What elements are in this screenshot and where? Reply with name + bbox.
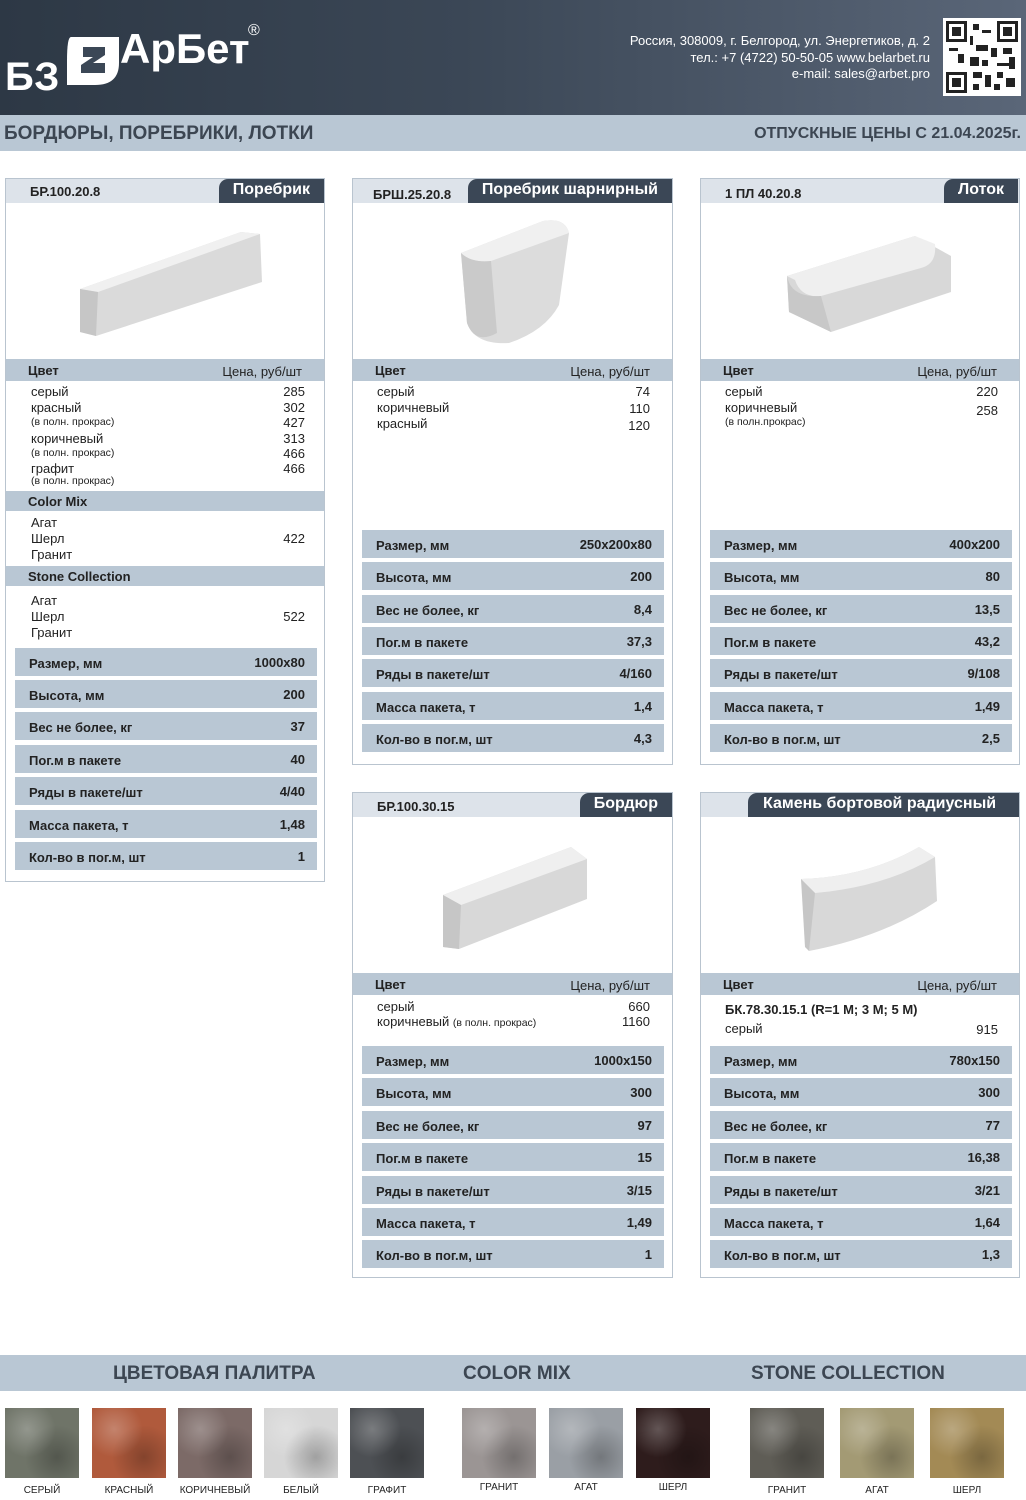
spec-row: Вес не более, кг 37 [15, 712, 317, 742]
price-date: ОТПУСКНЫЕ ЦЕНЫ С 21.04.2025г. [754, 125, 1021, 142]
product-card-radius-curb: Камень бортовой радиусный Цвет Цена, руб/шт БК.78.30.15.1 (R=1 М; 3 М; 5 М) серый 915 Размер, мм 780x150 Высота, мм 300 Вес не более, кг 77 Пог.м в пакете 16,38 Ряды в пакете/шт 3/21 Масса пакета, т 1,64 Кол-во в пог.м, шт 1,3 [700, 792, 1020, 1278]
palette-title: ЦВЕТОВАЯ ПАЛИТРА [113, 1363, 316, 1384]
logo-text: АрБет [120, 25, 250, 72]
spec-row: Ряды в пакете/шт 9/108 [710, 659, 1012, 689]
swatch-label: СЕРЫЙ [23, 1485, 61, 1496]
curb-image [76, 224, 266, 344]
product-code: 1 ПЛ 40.20.8 [725, 186, 802, 201]
color-swatch [636, 1408, 710, 1478]
card-header [353, 179, 672, 203]
spec-row: Ряды в пакете/шт 3/21 [710, 1176, 1012, 1206]
product-card-1pl-40-20-8: 1 ПЛ 40.20.8 Лоток Цвет Цена, руб/шт серый 220 коричневый 258 (в полн.прокрас) Размер, мм 400x200 Высота, мм 80 Вес не более, кг 13,5 Пог.м в пакете 43,2 Ряды в пакете/шт 9/108 Масса пакета, т 1,49 Кол-во в пог.м, шт 2,5 [700, 178, 1020, 765]
swatch-label: ГРАНИТ [479, 1482, 519, 1493]
spec-row: Кол-во в пог.м, шт 2,5 [710, 724, 1012, 754]
email[interactable]: e-mail: sales@arbet.pro [791, 66, 930, 81]
stone-collection-title: STONE COLLECTION [751, 1363, 945, 1384]
color-table-header [6, 359, 324, 381]
price-header: Цена, руб/шт [222, 364, 302, 379]
swatch-label: АГАТ [865, 1485, 889, 1496]
color-swatch [930, 1408, 1004, 1478]
product-type: Поребрик [219, 179, 324, 203]
spec-row: Кол-во в пог.м, шт 4,3 [362, 724, 664, 754]
spec-row: Пог.м в пакете 37,3 [362, 627, 664, 657]
spec-row: Пог.м в пакете 43,2 [710, 627, 1012, 657]
spec-row: Масса пакета, т 1,49 [362, 1208, 664, 1238]
page-title-bar [0, 115, 1026, 151]
swatch-label: ШЕРЛ [952, 1485, 982, 1496]
color-mix-title: COLOR MIX [463, 1363, 571, 1384]
spec-row: Пог.м в пакете 40 [15, 745, 317, 775]
card-header [701, 179, 1019, 203]
radius-curb-image [797, 843, 939, 953]
color-swatch [549, 1408, 623, 1478]
logo-bz: БЗ [5, 55, 61, 99]
spec-row: Вес не более, кг 13,5 [710, 595, 1012, 625]
spec-row: Размер, мм 250x200x80 [362, 530, 664, 560]
swatch-label: БЕЛЫЙ [283, 1485, 319, 1496]
spec-row: Высота, мм 200 [362, 562, 664, 592]
spec-row: Высота, мм 300 [362, 1078, 664, 1108]
product-type: Бордюр [580, 793, 672, 817]
card-header [6, 179, 324, 203]
spec-row: Ряды в пакете/шт 4/160 [362, 659, 664, 689]
spec-row: Вес не более, кг 97 [362, 1111, 664, 1141]
spec-row: Масса пакета, т 1,49 [710, 692, 1012, 722]
card-header [701, 793, 1019, 817]
product-type: Лоток [944, 179, 1018, 203]
spec-row: Кол-во в пог.м, шт 1,3 [710, 1240, 1012, 1270]
spec-row: Ряды в пакете/шт 3/15 [362, 1176, 664, 1206]
swatch-label: ШЕРЛ [658, 1482, 688, 1493]
logo-registered: ® [248, 22, 260, 39]
product-card-brsh-25-20-8: БРШ.25.20.8 Поребрик шарнирный Цвет Цена, руб/шт серый 74 коричневый 110 красный 120 Размер, мм 250x200x80 Высота, мм 200 Вес не более, кг 8,4 Пог.м в пакете 37,3 Ряды в пакете/шт 4/160 Масса пакета, т 1,4 Кол-во в пог.м, шт 4,3 [352, 178, 673, 765]
hinged-curb-image [453, 213, 578, 348]
contact-block [630, 33, 930, 83]
swatch-label: ГРАНИТ [767, 1485, 807, 1496]
phone-website[interactable]: тел.: +7 (4722) 50-50-05 www.belarbet.ru [690, 49, 930, 65]
color-swatch [840, 1408, 914, 1478]
color-mix-section: Color Mix [6, 491, 324, 511]
product-type: Поребрик шарнирный [468, 179, 672, 203]
spec-row: Высота, мм 300 [710, 1078, 1012, 1108]
spec-row: Масса пакета, т 1,4 [362, 692, 664, 722]
color-table-header: Цвет Цена, руб/шт [701, 973, 1019, 995]
color-table-header: Цвет Цена, руб/шт [353, 359, 672, 381]
color-swatch [462, 1408, 536, 1478]
spec-row: Пог.м в пакете 16,38 [710, 1143, 1012, 1173]
page-title: БОРДЮРЫ, ПОРЕБРИКИ, ЛОТКИ [4, 123, 314, 144]
spec-row: Ряды в пакете/шт 4/40 [15, 777, 317, 807]
spec-row: Вес не более, кг 77 [710, 1111, 1012, 1141]
drain-tray-image [785, 234, 955, 334]
swatch-label: ГРАФИТ [367, 1485, 407, 1496]
color-header: Цвет [28, 363, 59, 378]
logo-mark-icon [63, 33, 123, 89]
qr-code-icon[interactable] [943, 18, 1021, 96]
product-type: Камень бортовой радиусный [748, 793, 1019, 817]
product-code: БР.100.30.15 [377, 799, 455, 814]
swatch-label: КОРИЧНЕВЫЙ [179, 1485, 251, 1496]
spec-row: Масса пакета, т 1,64 [710, 1208, 1012, 1238]
spec-row: Размер, мм 1000x150 [362, 1046, 664, 1076]
color-swatch [750, 1408, 824, 1478]
spec-row: Кол-во в пог.м, шт 1 [362, 1240, 664, 1270]
product-code: БРШ.25.20.8 [373, 187, 452, 202]
swatch-label: КРАСНЫЙ [104, 1485, 154, 1496]
address: Россия, 308009, г. Белгород, ул. Энергетиков, д. 2 [629, 33, 930, 48]
product-card-br-100-20-8: БР.100.20.8 Поребрик Цвет Цена, руб/шт серый 285 красный 302 (в полн. прокрас) 427 коричневый 313 (в полн. прокрас) 466 графит 466 (в полн. прокрас) Color Mix Агат Шерл 422 Гранит Stone Collection Агат Шерл 522 Гранит Размер, мм 1000x80 Высота, мм 200 Вес не более, кг 37 Пог.м в пакете 40 Ряды в пакете/шт 4/40 Масса пакета, т 1,48 Кол-во в пог.м, шт 1 [5, 178, 325, 882]
curb-image [439, 843, 591, 953]
spec-row: Кол-во в пог.м, шт 1 [15, 842, 317, 872]
color-swatch [178, 1408, 252, 1478]
color-swatch [5, 1408, 79, 1478]
spec-row: Пог.м в пакете 15 [362, 1143, 664, 1173]
spec-row: Размер, мм 400x200 [710, 530, 1012, 560]
color-swatch [264, 1408, 338, 1478]
spec-row: Вес не более, кг 8,4 [362, 595, 664, 625]
spec-row: Масса пакета, т 1,48 [15, 810, 317, 840]
color-table-header: Цвет Цена, руб/шт [701, 359, 1019, 381]
product-card-br-100-30-15: БР.100.30.15 Бордюр Цвет Цена, руб/шт серый 660 коричневый (в полн. прокрас) 1160 Размер, мм 1000x150 Высота, мм 300 Вес не более, кг 97 Пог.м в пакете 15 Ряды в пакете/шт 3/15 Масса пакета, т 1,49 Кол-во в пог.м, шт 1 [352, 792, 673, 1278]
spec-row: Размер, мм 1000x80 [15, 648, 317, 678]
spec-row: Размер, мм 780x150 [710, 1046, 1012, 1076]
color-table-header: Цвет Цена, руб/шт [353, 973, 672, 995]
color-swatch [92, 1408, 166, 1478]
spec-row: Высота, мм 200 [15, 680, 317, 710]
card-header [353, 793, 672, 817]
spec-row: Высота, мм 80 [710, 562, 1012, 592]
stone-collection-section: Stone Collection [6, 566, 324, 586]
swatch-label: АГАТ [574, 1482, 598, 1493]
page-header [0, 0, 1026, 115]
color-swatch [350, 1408, 424, 1478]
product-code: БР.100.20.8 [30, 184, 101, 199]
